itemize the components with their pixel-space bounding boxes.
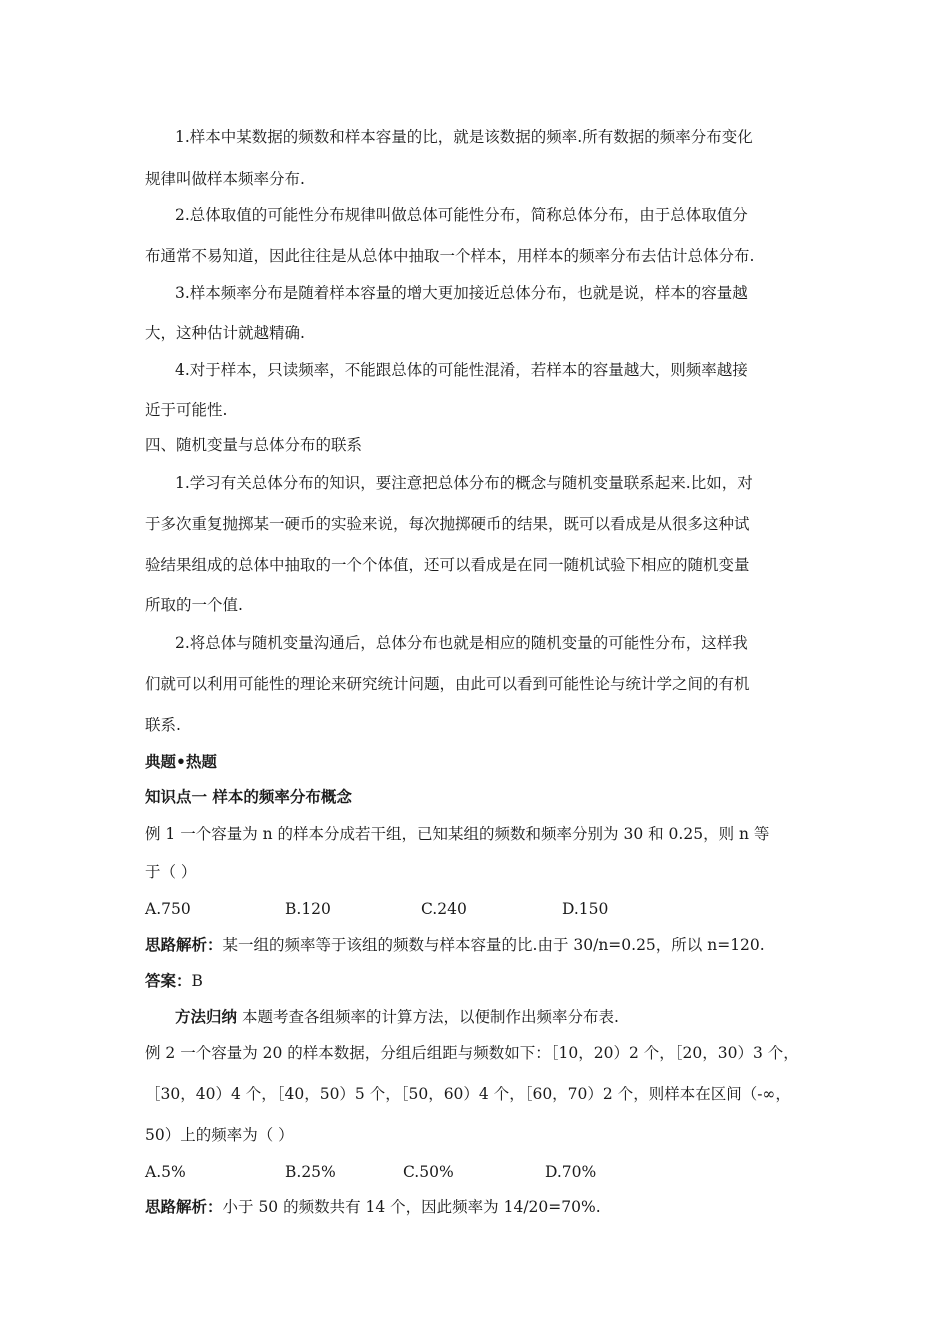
example2-option-a: A.5% <box>145 1163 186 1181</box>
example2-option-c: C.50% <box>403 1163 454 1181</box>
method-text: 本题考查各组频率的计算方法，以便制作出频率分布表. <box>237 1008 619 1026</box>
analysis-text: 某一组的频率等于该组的频数与样本容量的比.由于 30/n=0.25，所以 n=120. <box>222 936 765 954</box>
analysis-label: 思路解析： <box>145 1197 223 1216</box>
section-heading: 四、随机变量与总体分布的联系 <box>145 436 363 454</box>
kp-4-line2: 近于可能性. <box>145 401 228 419</box>
example2-question-line3: 50）上的频率为（ ） <box>145 1126 294 1144</box>
example2-question-line1: 例 2 一个容量为 20 的样本数据，分组后组距与频数如下：［10，20）2 个，［20，30）3 个， <box>145 1044 799 1062</box>
analysis-label: 思路解析： <box>145 935 223 954</box>
example1-option-b: B.120 <box>285 900 331 918</box>
example1-question-line1: 例 1 一个容量为 n 的样本分成若干组，已知某组的频数和频率分别为 30 和 0.25，则 n 等 <box>145 825 770 843</box>
method-label: 方法归纳 <box>175 1007 238 1026</box>
hot-topics-heading: 典题•热题 <box>145 752 217 771</box>
kp-3-line2: 大，这种估计就越精确. <box>145 324 305 342</box>
example1-option-a: A.750 <box>145 900 191 918</box>
knowledge-point-heading: 知识点一 样本的频率分布概念 <box>145 787 352 806</box>
kp-1-line1: 1.样本中某数据的频数和样本容量的比，就是该数据的频率.所有数据的频率分布变化 <box>175 128 753 146</box>
kp-4-line1: 4.对于样本，只读频率，不能跟总体的可能性混淆，若样本的容量越大，则频率越接 <box>175 361 748 379</box>
kp-3-line1: 3.样本频率分布是随着样本容量的增大更加接近总体分布，也就是说，样本的容量越 <box>175 284 748 302</box>
section4-p1-line1: 1.学习有关总体分布的知识，要注意把总体分布的概念与随机变量联系起来.比如，对 <box>175 474 753 492</box>
example1-analysis <box>145 934 765 956</box>
section4-p2-line1: 2.将总体与随机变量沟通后，总体分布也就是相应的随机变量的可能性分布，这样我 <box>175 634 748 652</box>
section4-p1-line4: 所取的一个值. <box>145 596 243 614</box>
section4-p2-line3: 联系. <box>145 716 181 734</box>
example1-question-line2: 于（ ） <box>145 863 197 881</box>
answer-text: B <box>191 972 203 990</box>
example2-option-d: D.70% <box>545 1163 597 1181</box>
analysis-text: 小于 50 的频数共有 14 个，因此频率为 14/20=70%. <box>222 1198 601 1216</box>
section4-p1-line3: 验结果组成的总体中抽取的一个个体值，还可以看成是在同一随机试验下相应的随机变量 <box>145 556 750 574</box>
kp-1-line2: 规律叫做样本频率分布. <box>145 170 305 188</box>
example2-question-line2: ［30，40）4 个，［40，50）5 个，［50，60）4 个，［60，70）2 个，则样本在区间（-∞， <box>145 1085 791 1103</box>
section4-p2-line2: 们就可以利用可能性的理论来研究统计问题，由此可以看到可能性论与统计学之间的有机 <box>145 675 750 693</box>
example1-answer <box>145 970 203 992</box>
kp-2-line1: 2.总体取值的可能性分布规律叫做总体可能性分布，简称总体分布，由于总体取值分 <box>175 206 748 224</box>
method-summary <box>175 1006 619 1028</box>
example1-option-d: D.150 <box>562 900 609 918</box>
example1-option-c: C.240 <box>421 900 467 918</box>
answer-label: 答案： <box>145 971 192 990</box>
section4-p1-line2: 于多次重复抛掷某一硬币的实验来说，每次抛掷硬币的结果，既可以看成是从很多这种试 <box>145 515 750 533</box>
kp-2-line2: 布通常不易知道，因此往往是从总体中抽取一个样本，用样本的频率分布去估计总体分布. <box>145 247 755 265</box>
example2-analysis <box>145 1196 601 1218</box>
example2-option-b: B.25% <box>285 1163 336 1181</box>
